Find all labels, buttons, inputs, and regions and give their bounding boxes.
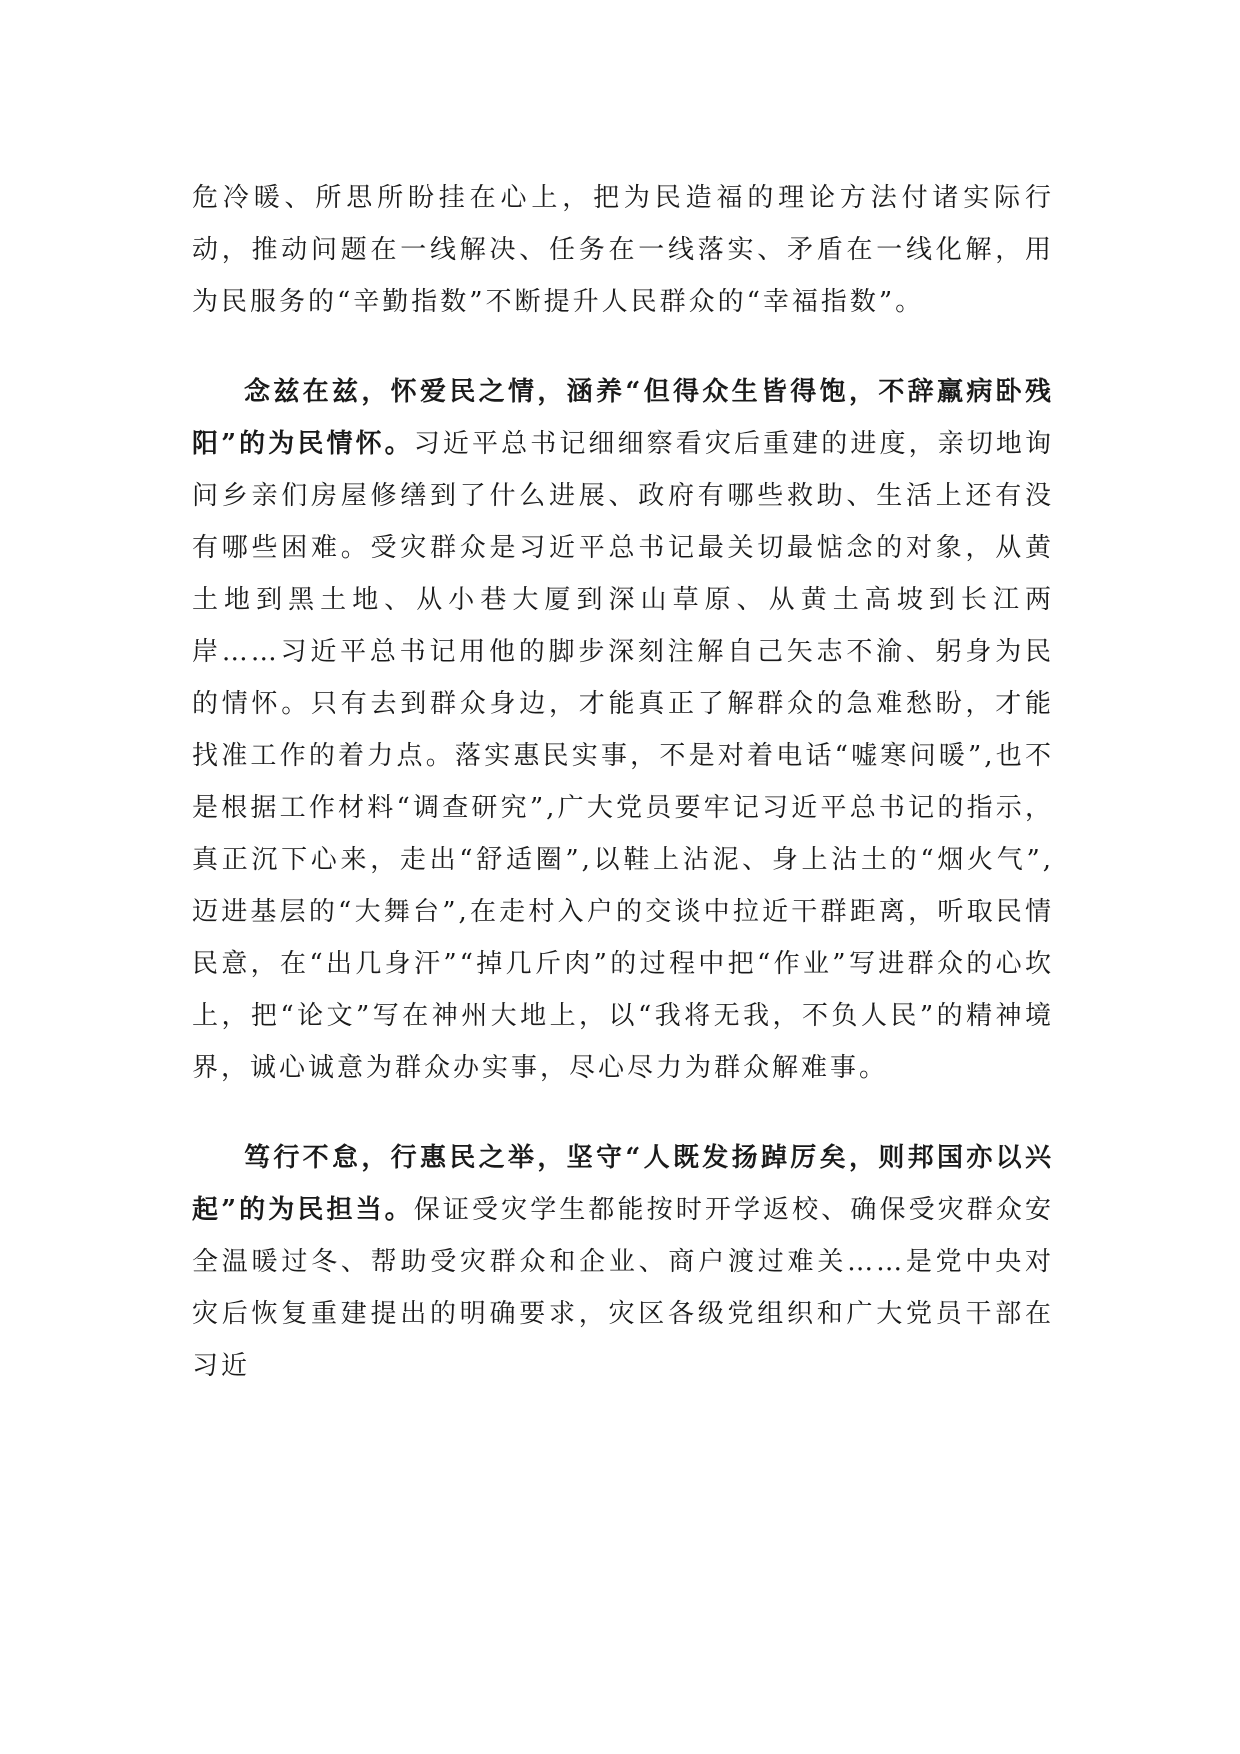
paragraph-body: 习近平总书记细细察看灾后重建的进度，亲切地询问乡亲们房屋修缮到了什么进展、政府有哪些救助、生活上还有没有哪些困难。受灾群众是习近平总书记最关切最惦念的对象，从黄土地到黑土地、从小巷大厦到深山草原、从黄土高坡到长江两岸……习近平总书记用他的脚步深刻注解自己矢志不渝、躬身为民的情怀。只有去到群众身边，才能真正了解群众的急难愁盼，才能找准工作的着力点。落实惠民实事，不是对着电话“嘘寒问暖”,也不是根据工作材料“调查研究”,广大党员要牢记习近平总书记的指示，真正沉下心来，走出“舒适圈”,以鞋上沾泥、身上沾土的“烟火气”,迈进基层的“大舞台”,在走村入户的交谈中拉近干群距离，听取民情民意，在“出几身汗”“掉几斤肉”的过程中把“作业”写进群众的心坎上，把“论文”写在神州大地上，以“我将无我，不负人民”的精神境界，诚心诚意为群众办实事，尽心尽力为群众解难事。 — [192, 429, 1054, 1083]
paragraph-act-for-people — [192, 1132, 1054, 1392]
paragraph-lead: 念兹在兹，怀爱民之情，涵养“但得众生皆得饱，不辞羸病卧残阳”的为民情怀。 — [192, 377, 1054, 459]
paragraph-continuation — [192, 172, 1054, 328]
paragraph-lead: 笃行不怠，行惠民之举，坚守“人既发扬踔厉矣，则邦国亦以兴起”的为民担当。 — [192, 1143, 1054, 1225]
paragraph-body: 危冷暖、所思所盼挂在心上，把为民造福的理论方法付诸实际行动，推动问题在一线解决、任务在一线落实、矛盾在一线化解，用为民服务的“辛勤指数”不断提升人民群众的“幸福指数”。 — [192, 183, 1054, 317]
document-page — [192, 172, 1054, 1392]
paragraph-care-for-people — [192, 366, 1054, 1094]
paragraph-body: 保证受灾学生都能按时开学返校、确保受灾群众安全温暖过冬、帮助受灾群众和企业、商户渡过难关……是党中央对灾后恢复重建提出的明确要求，灾区各级党组织和广大党员干部在习近 — [192, 1195, 1054, 1381]
